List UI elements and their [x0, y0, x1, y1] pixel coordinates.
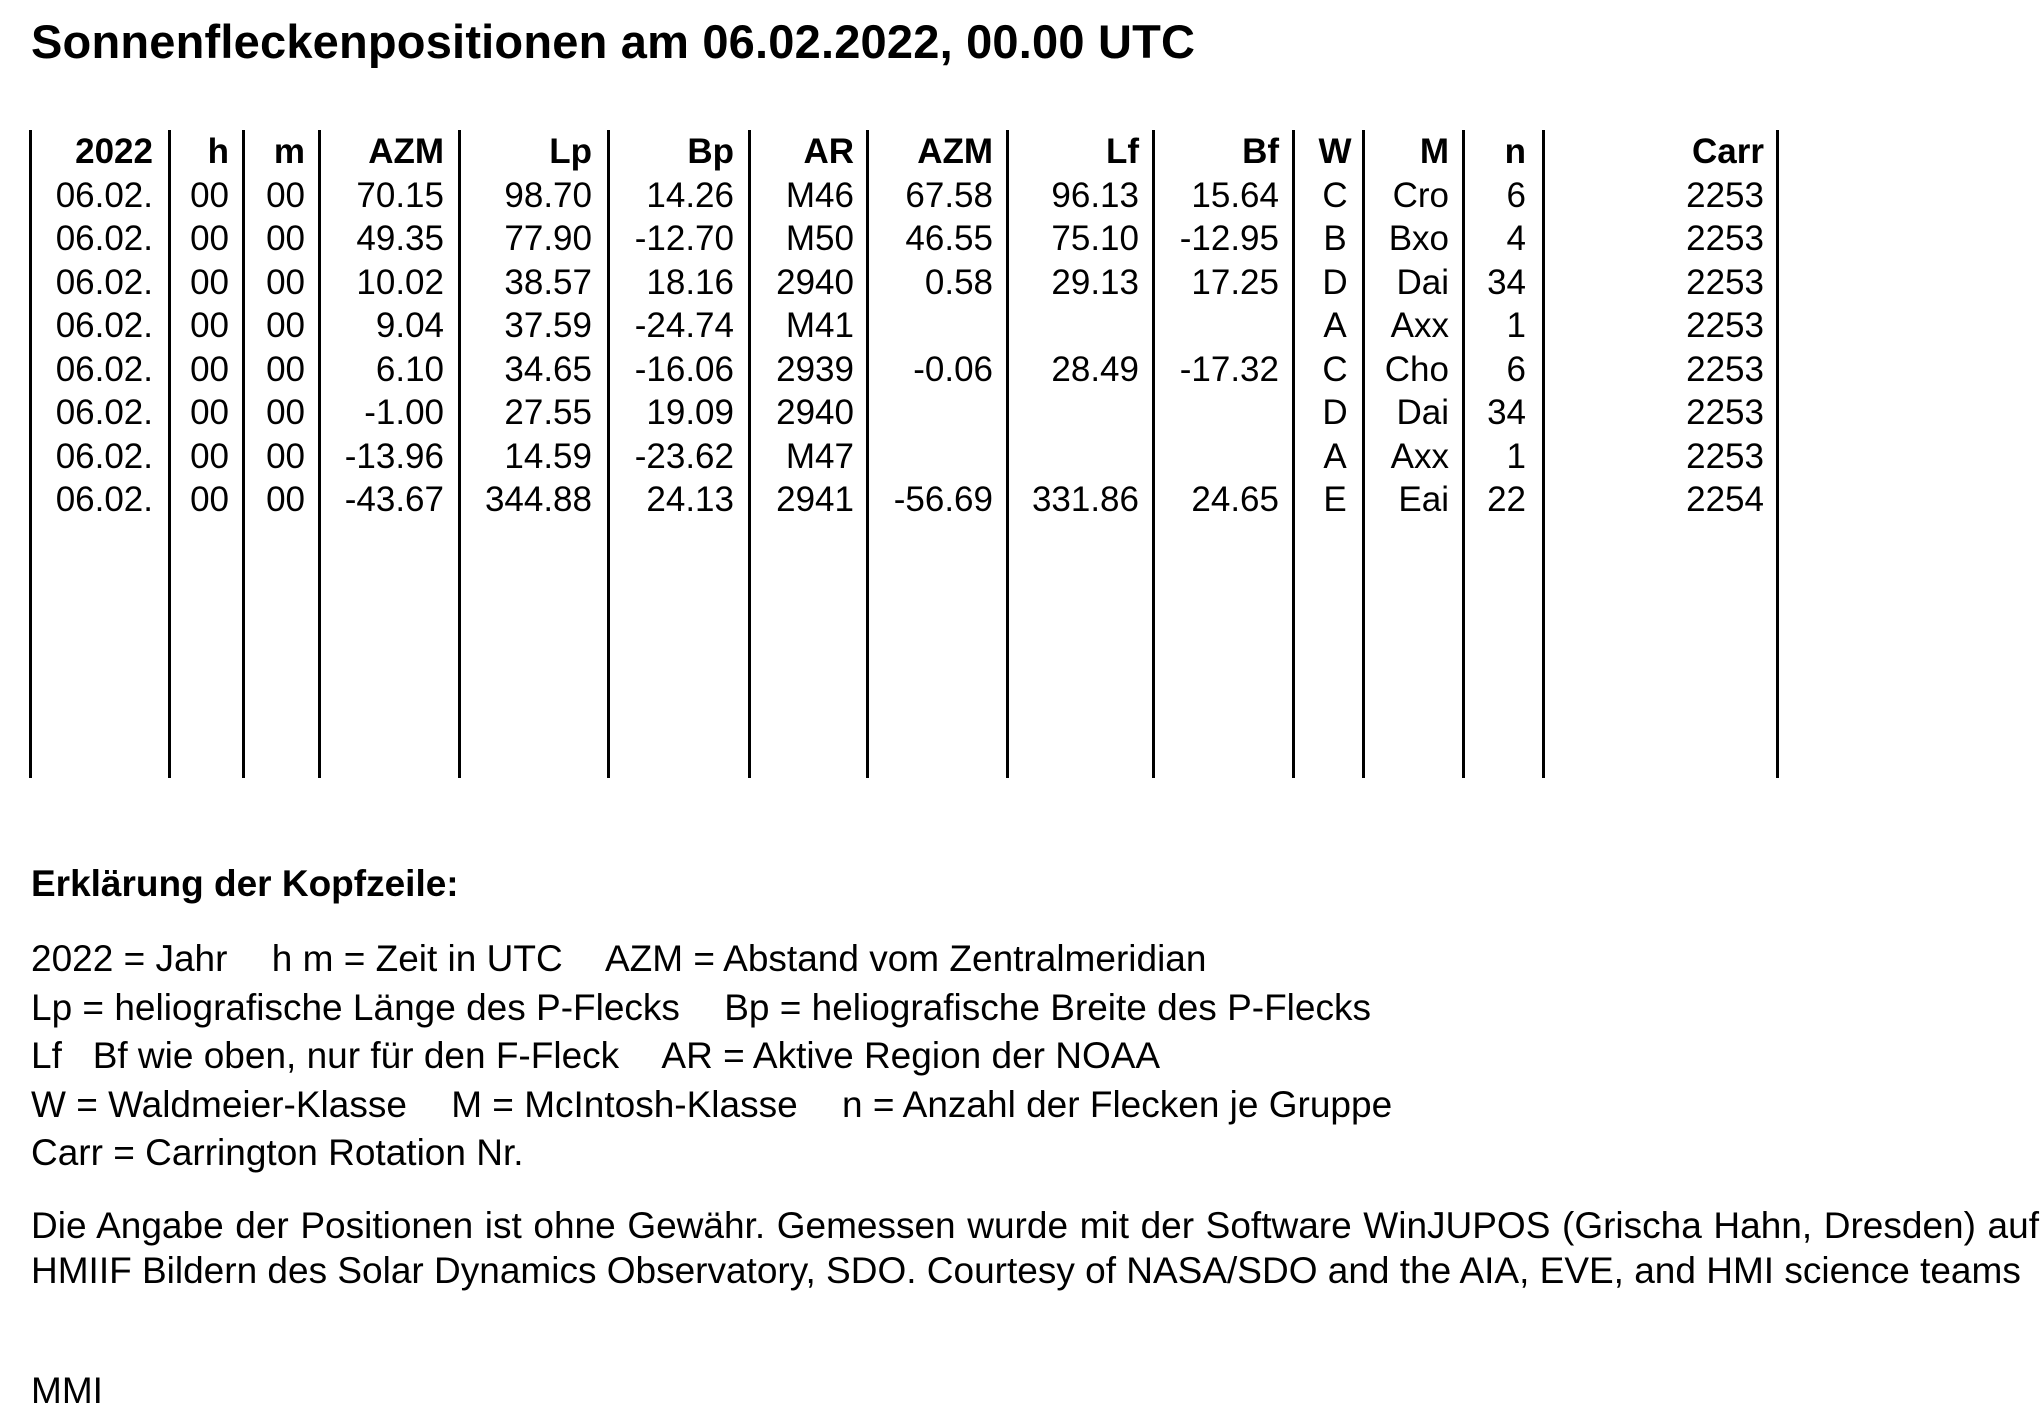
cell-carrington: 2253	[1686, 436, 1764, 476]
cell-waldmeier: E	[1323, 480, 1347, 519]
cell-ar: M46	[785, 175, 854, 215]
cell-bf: -12.95	[1179, 219, 1279, 258]
legend-line-2	[31, 984, 1392, 1033]
cell-minute: 00	[266, 480, 305, 519]
cell-waldmeier: D	[1322, 262, 1348, 302]
cell-count: 34	[1487, 393, 1526, 432]
cell-azm-p: 9.04	[375, 306, 444, 345]
cell-bp: -16.06	[634, 349, 734, 389]
header-bf: Bf	[1242, 132, 1279, 171]
header-lp: Lp	[549, 132, 592, 171]
cell-bp: 18.16	[646, 262, 734, 302]
cell-azm-p: 6.10	[375, 349, 444, 389]
cell-date: 06.02.	[55, 480, 153, 519]
cell-waldmeier: D	[1322, 393, 1348, 432]
legend-line-5	[31, 1129, 1392, 1178]
cell-azm-f: 0.58	[924, 262, 993, 302]
cell-lp: 38.57	[504, 262, 592, 302]
cell-bp: -24.74	[634, 306, 734, 345]
legend-entry-lp: Lp = heliografische Länge des P-Flecks	[31, 986, 680, 1028]
cell-bf: 17.25	[1191, 262, 1279, 302]
header-date: 2022	[75, 132, 153, 171]
cell-bf	[1139, 435, 1279, 478]
cell-azm-p: -43.67	[344, 480, 444, 519]
cell-waldmeier: B	[1323, 219, 1347, 258]
cell-azm-f	[853, 435, 993, 478]
cell-bf: -17.32	[1179, 349, 1279, 389]
cell-date: 06.02.	[55, 262, 153, 302]
cell-mcintosh: Cho	[1384, 349, 1449, 389]
cell-mcintosh: Dai	[1396, 393, 1449, 432]
cell-mcintosh: Axx	[1390, 436, 1449, 476]
legend-entry-mcintosh: M = McIntosh-Klasse	[451, 1083, 798, 1125]
sunspot-table	[29, 130, 1777, 778]
legend-entry-year: 2022 = Jahr	[31, 938, 228, 979]
legend-entry-ar: AR = Aktive Region der NOAA	[661, 1035, 1161, 1076]
cell-ar: M47	[785, 436, 854, 476]
cell-bp: -12.70	[634, 219, 734, 258]
cell-azm-p: 70.15	[356, 175, 444, 215]
cell-count: 6	[1506, 349, 1526, 389]
author-signature: MMI	[31, 1370, 103, 1411]
cell-carrington: 2253	[1686, 306, 1764, 345]
cell-ar: M50	[785, 219, 854, 258]
legend-entry-azm: AZM = Abstand vom Zentralmeridian	[604, 938, 1207, 979]
cell-lp: 34.65	[504, 349, 592, 389]
cell-lf: 331.86	[1031, 480, 1139, 519]
cell-azm-f: 46.55	[905, 219, 993, 258]
cell-waldmeier: A	[1323, 306, 1347, 345]
table-column-divider	[1776, 130, 1779, 778]
cell-azm-f: -56.69	[893, 480, 993, 519]
cell-hour: 00	[190, 306, 229, 345]
cell-minute: 00	[266, 393, 305, 432]
header-count: n	[1504, 132, 1526, 171]
cell-count: 34	[1487, 262, 1526, 302]
legend-entry-count: n = Anzahl der Flecken je Gruppe	[841, 1083, 1393, 1125]
cell-ar: 2941	[776, 480, 854, 519]
cell-lp: 37.59	[504, 306, 592, 345]
cell-ar: 2939	[776, 349, 854, 389]
header-azm-f: AZM	[917, 132, 993, 171]
legend-entry-waldmeier: W = Waldmeier-Klasse	[31, 1083, 407, 1125]
cell-carrington: 2253	[1686, 175, 1764, 215]
header-lf: Lf	[1105, 132, 1139, 171]
cell-count: 1	[1506, 436, 1526, 476]
cell-azm-f: -0.06	[913, 349, 993, 389]
cell-lf: 96.13	[1051, 175, 1139, 215]
cell-minute: 00	[266, 175, 305, 215]
header-minute: m	[273, 132, 305, 171]
header-carrington: Carr	[1692, 132, 1764, 171]
cell-count: 4	[1506, 219, 1526, 258]
cell-azm-f: 67.58	[905, 175, 993, 215]
cell-azm-p: -1.00	[364, 393, 444, 432]
cell-mcintosh: Axx	[1390, 306, 1449, 345]
cell-bp: 19.09	[646, 393, 734, 432]
cell-bf	[1139, 304, 1279, 347]
cell-hour: 00	[190, 480, 229, 519]
cell-count: 22	[1487, 480, 1526, 519]
cell-lp: 77.90	[504, 219, 592, 258]
cell-lf: 29.13	[1051, 262, 1139, 302]
header-ar: AR	[803, 132, 854, 171]
cell-waldmeier: A	[1323, 436, 1347, 476]
header-hour: h	[207, 132, 229, 171]
cell-count: 6	[1506, 175, 1526, 215]
cell-date: 06.02.	[55, 306, 153, 345]
cell-carrington: 2253	[1686, 349, 1764, 389]
cell-hour: 00	[190, 436, 229, 476]
cell-ar: M41	[785, 306, 854, 345]
legend-line-1	[31, 935, 1392, 984]
cell-waldmeier: C	[1322, 175, 1348, 215]
cell-azm-p: 10.02	[356, 262, 444, 302]
cell-minute: 00	[266, 349, 305, 389]
cell-date: 06.02.	[55, 175, 153, 215]
disclaimer-note: Die Angabe der Positionen ist ohne Gewähr. Gemessen wurde mit der Software WinJUPOS (Grischa Hahn, Dresden) auf HMIIF Bildern des Solar Dynamics Observatory, SDO. Courtesy of NASA/SDO and the AIA, EVE, and HMI science teams	[31, 1205, 2039, 1291]
cell-mcintosh: Cro	[1392, 175, 1449, 215]
cell-mcintosh: Eai	[1398, 480, 1449, 519]
cell-date: 06.02.	[55, 219, 153, 258]
cell-carrington: 2253	[1686, 393, 1764, 432]
cell-minute: 00	[266, 262, 305, 302]
cell-lf	[999, 304, 1139, 347]
cell-carrington: 2253	[1686, 219, 1764, 258]
header-mcintosh: M	[1419, 132, 1449, 171]
cell-azm-f	[853, 391, 993, 434]
cell-hour: 00	[190, 262, 229, 302]
cell-date: 06.02.	[55, 349, 153, 389]
cell-count: 1	[1506, 306, 1526, 345]
cell-mcintosh: Dai	[1396, 262, 1449, 302]
cell-lp: 27.55	[504, 393, 592, 432]
cell-hour: 00	[190, 349, 229, 389]
cell-bp: 14.26	[646, 175, 734, 215]
cell-carrington: 2253	[1686, 262, 1764, 302]
cell-azm-p: 49.35	[356, 219, 444, 258]
legend-entry-lf-bf: Lf Bf wie oben, nur für den F-Fleck	[31, 1035, 620, 1076]
cell-azm-f	[853, 304, 993, 347]
cell-bf: 15.64	[1191, 175, 1279, 215]
legend-line-3	[31, 1032, 1392, 1081]
cell-minute: 00	[266, 219, 305, 258]
cell-lf	[999, 435, 1139, 478]
cell-ar: 2940	[776, 393, 854, 432]
cell-bp: -23.62	[634, 436, 734, 476]
cell-lf: 28.49	[1051, 349, 1139, 389]
legend-entry-bp: Bp = heliografische Breite des P-Flecks	[724, 986, 1371, 1028]
cell-date: 06.02.	[55, 393, 153, 432]
legend-line-4	[31, 1081, 1392, 1130]
cell-ar: 2940	[776, 262, 854, 302]
cell-carrington: 2254	[1686, 480, 1764, 519]
legend-entry-time: h m = Zeit in UTC	[271, 938, 563, 979]
header-azm-p: AZM	[368, 132, 444, 171]
cell-hour: 00	[190, 393, 229, 432]
cell-waldmeier: C	[1322, 349, 1348, 389]
cell-date: 06.02.	[55, 436, 153, 476]
cell-hour: 00	[190, 175, 229, 215]
cell-mcintosh: Bxo	[1388, 219, 1449, 258]
cell-hour: 00	[190, 219, 229, 258]
legend-entry-carr: Carr = Carrington Rotation Nr.	[31, 1132, 524, 1173]
cell-bf	[1139, 391, 1279, 434]
cell-bp: 24.13	[646, 480, 734, 519]
header-waldmeier: W	[1318, 132, 1352, 171]
cell-lf: 75.10	[1051, 219, 1139, 258]
cell-lp: 98.70	[504, 175, 592, 215]
cell-minute: 00	[266, 306, 305, 345]
cell-bf: 24.65	[1191, 480, 1279, 519]
header-bp: Bp	[687, 132, 734, 171]
cell-lp: 14.59	[504, 436, 592, 476]
cell-azm-p: -13.96	[344, 436, 444, 476]
cell-lp: 344.88	[484, 480, 592, 519]
page-title: Sonnenfleckenpositionen am 06.02.2022, 00.00 UTC	[31, 15, 1196, 68]
explanation-legend	[31, 935, 1392, 1178]
cell-lf	[999, 391, 1139, 434]
explanation-heading: Erklärung der Kopfzeile:	[31, 863, 459, 904]
table-column-divider	[1542, 130, 1545, 778]
cell-minute: 00	[266, 436, 305, 476]
